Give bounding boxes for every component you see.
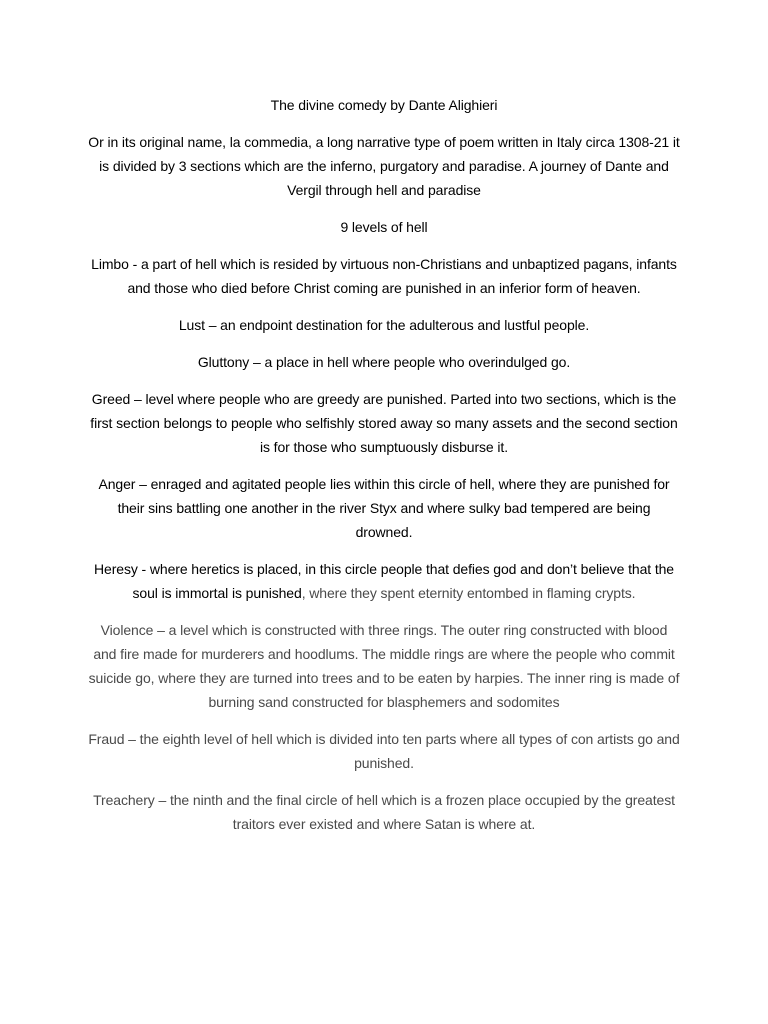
level-fraud: Fraud – the eighth level of hell which is divided into ten parts where all types of con artists go and punished. [88, 731, 680, 771]
level-gluttony: Gluttony – a place in hell where people who overindulged go. [197, 354, 571, 370]
level-treachery: Treachery – the ninth and the final circle of hell which is a frozen place occupied by the greatest traitors ever existed and where Satan is where at. [93, 792, 675, 832]
heresy-text-continued: , where they spent eternity entombed in flaming crypts. [301, 585, 636, 601]
level-heresy [88, 557, 680, 605]
level-lust: Lust – an endpoint destination for the adulterous and lustful people. [178, 317, 590, 333]
level-greed: Greed – level where people who are greedy are punished. Parted into two sections, which is the first section belongs to people who selfishly stored away so many assets and the second section is for those who sumptuously disburse it. [90, 391, 678, 455]
intro-paragraph: Or in its original name, la commedia, a long narrative type of poem written in Italy circa 1308-21 it is divided by 3 sections which are the inferno, purgatory and paradise. A journey of Dante and Vergil through hell and paradise [88, 134, 680, 198]
document-title: The divine comedy by Dante Alighieri [270, 97, 498, 113]
level-limbo: Limbo - a part of hell which is resided by virtuous non-Christians and unbaptized pagans, infants and those who died before Christ coming are punished in an inferior form of heaven. [91, 256, 677, 296]
heresy-text-main: Heresy - where heretics is placed, in this circle people that defies god and don’t believe that the soul is immortal is punished [94, 561, 674, 601]
level-anger: Anger – enraged and agitated people lies within this circle of hell, where they are punished for their sins battling one another in the river Styx and where sulky bad tempered are being drowned. [98, 476, 670, 540]
levels-heading: 9 levels of hell [340, 219, 428, 235]
level-violence: Violence – a level which is constructed with three rings. The outer ring constructed with blood and fire made for murderers and hoodlums. The middle rings are where the people who commit suicide go, where they are turned into trees and to be eaten by harpies. The inner ring is made of burning sand constructed for blasphemers and sodomites [88, 622, 680, 710]
